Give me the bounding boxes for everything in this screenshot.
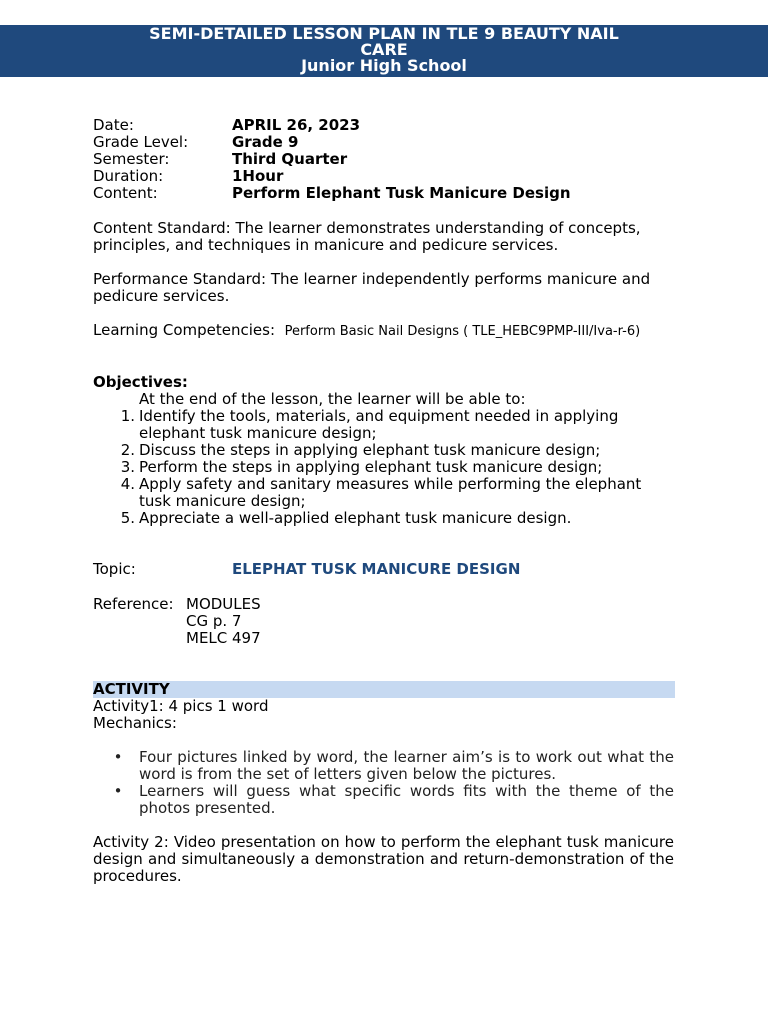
activity2-description: Activity 2: Video presentation on how to perform the elephant tusk manicure design and simultaneously a demonstration and return-demonstration of the procedures. bbox=[93, 833, 674, 885]
activity1-title: Activity1: 4 pics 1 word bbox=[93, 697, 269, 715]
objective-item bbox=[113, 476, 673, 510]
objective-item bbox=[113, 510, 673, 527]
mechanics-item-text: Learners will guess what specific words fits with the theme of the photos presented. bbox=[139, 782, 674, 817]
objective-text: Apply safety and sanitary measures while performing the elephant tusk manicure design; bbox=[139, 475, 642, 510]
bullet-dot-icon: • bbox=[113, 748, 123, 766]
objectives-intro: At the end of the lesson, the learner will be able to: bbox=[139, 390, 526, 408]
duration-label: Duration: bbox=[93, 167, 164, 185]
reference-item: MELC 497 bbox=[186, 629, 261, 647]
objective-number: 2. bbox=[120, 441, 135, 459]
objective-number: 1. bbox=[120, 407, 135, 425]
header-subtitle: Junior High School bbox=[301, 56, 467, 75]
grade-value: Grade 9 bbox=[232, 133, 299, 151]
reference-item: MODULES bbox=[186, 595, 261, 613]
learning-competencies-label: Learning Competencies: bbox=[93, 321, 276, 339]
content-standard: Content Standard: The learner demonstrates understanding of concepts, principles, and techniques in manicure and pedicure services. bbox=[93, 219, 641, 254]
objective-item bbox=[113, 442, 673, 459]
objective-number: 4. bbox=[120, 475, 135, 493]
activity-heading: ACTIVITY bbox=[93, 681, 675, 698]
semester-value: Third Quarter bbox=[232, 150, 348, 168]
objective-text: Identify the tools, materials, and equipment needed in applying elephant tusk manicure design; bbox=[139, 407, 619, 442]
objectives-list bbox=[113, 408, 673, 527]
objective-text: Discuss the steps in applying elephant tusk manicure design; bbox=[139, 441, 601, 459]
objective-item bbox=[113, 459, 673, 476]
mechanics-item bbox=[113, 783, 674, 817]
objective-number: 5. bbox=[120, 509, 135, 527]
bullet-dot-icon: • bbox=[113, 782, 123, 800]
duration-value: 1Hour bbox=[232, 167, 284, 185]
objective-number: 3. bbox=[120, 458, 135, 476]
semester-label: Semester: bbox=[93, 150, 170, 168]
performance-standard: Performance Standard: The learner independently performs manicure and pedicure services. bbox=[93, 270, 651, 305]
date-label: Date: bbox=[93, 116, 134, 134]
learning-competencies bbox=[93, 322, 675, 340]
header-title-line1: SEMI-DETAILED LESSON PLAN IN TLE 9 BEAUTY NAIL bbox=[149, 25, 619, 43]
objective-item bbox=[113, 408, 673, 442]
objective-text: Perform the steps in applying elephant tusk manicure design; bbox=[139, 458, 603, 476]
mechanics-label: Mechanics: bbox=[93, 714, 177, 732]
learning-competencies-value: Perform Basic Nail Designs ( TLE_HEBC9PMP-III/Iva-r-6) bbox=[284, 324, 641, 339]
reference-item: CG p. 7 bbox=[186, 612, 242, 630]
header-title-line2: CARE bbox=[360, 40, 408, 59]
grade-label: Grade Level: bbox=[93, 133, 189, 151]
mechanics-list bbox=[113, 749, 674, 817]
date-value: APRIL 26, 2023 bbox=[232, 116, 361, 134]
objectives-title: Objectives: bbox=[93, 373, 188, 391]
topic-value: ELEPHAT TUSK MANICURE DESIGN bbox=[232, 560, 521, 578]
mechanics-item-text: Four pictures linked by word, the learner aim’s is to work out what the word is from the set of letters given below the pictures. bbox=[139, 748, 674, 783]
reference-label: Reference: bbox=[93, 595, 174, 613]
mechanics-item bbox=[113, 749, 674, 783]
page-header bbox=[0, 25, 768, 77]
topic-label: Topic: bbox=[93, 560, 136, 578]
content-label: Content: bbox=[93, 184, 158, 202]
content-value: Perform Elephant Tusk Manicure Design bbox=[232, 184, 571, 202]
objective-text: Appreciate a well-applied elephant tusk manicure design. bbox=[139, 509, 572, 527]
reference-list bbox=[186, 596, 261, 647]
